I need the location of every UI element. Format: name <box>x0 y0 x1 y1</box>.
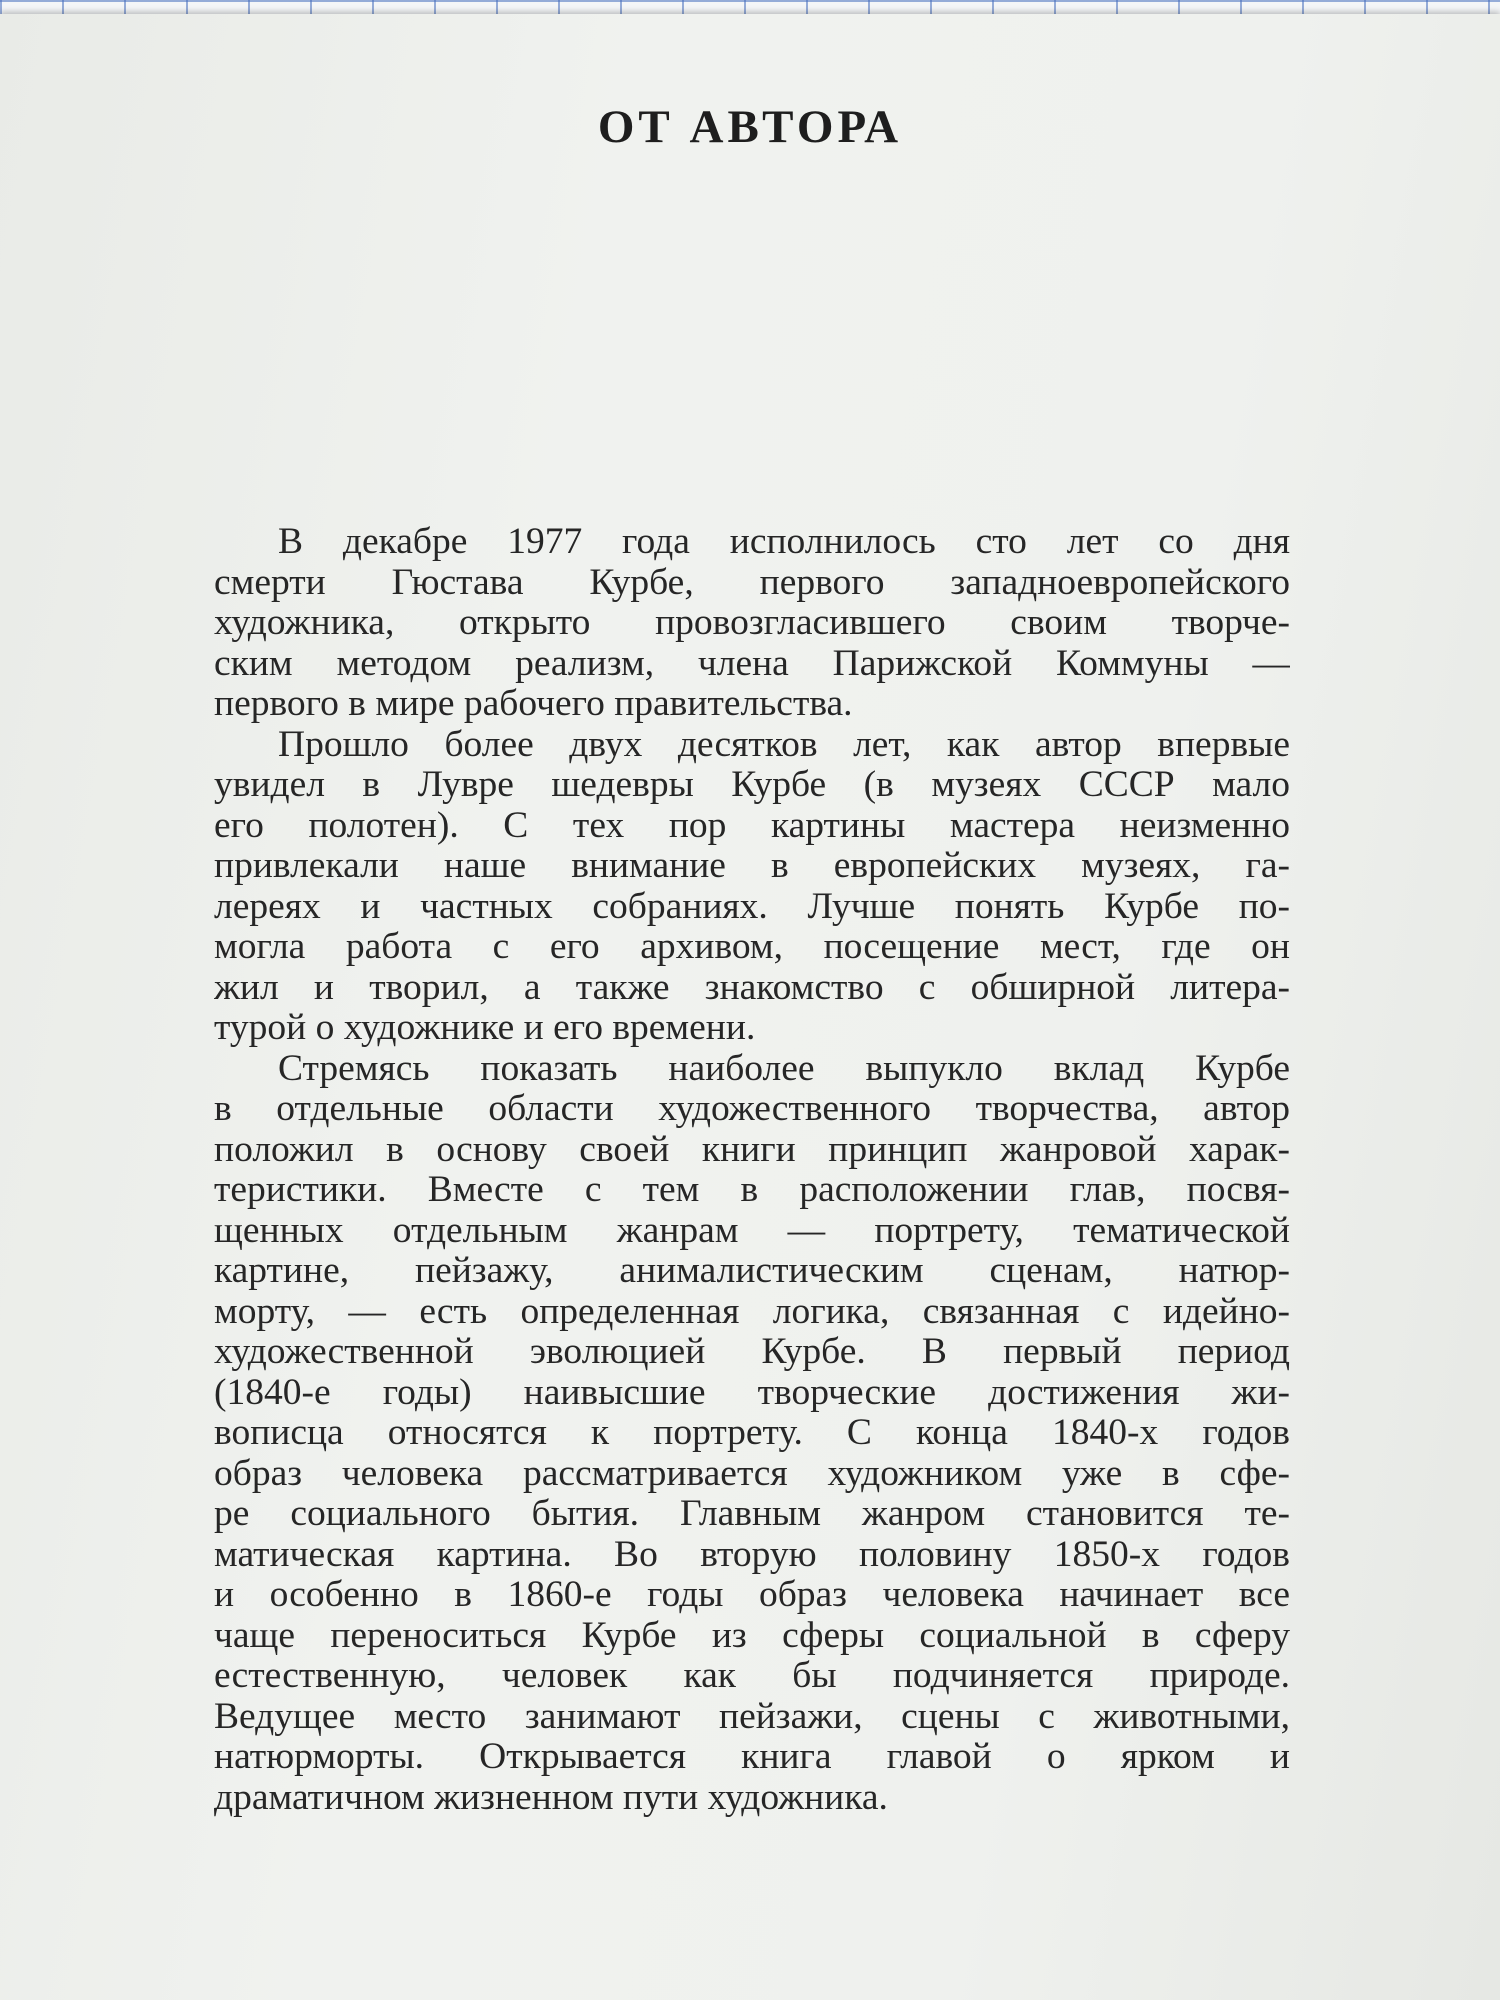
text-line: и особенно в 1860-е годы образ человека начинает все <box>214 1575 1290 1615</box>
text-line: положил в основу своей книги принцип жанровой харак- <box>214 1129 1290 1170</box>
text-line: Стремясь показать наиболее выпукло вклад Курбе <box>278 1048 1290 1089</box>
text-line: смерти Гюстава Курбе, первого западноевропейского <box>214 562 1290 603</box>
text-line: его полотен). С тех пор картины мастера неизменно <box>214 805 1290 846</box>
text-line: натюрморты. Открывается книга главой о ярком и <box>214 1737 1290 1777</box>
paragraph-1 <box>214 522 1290 725</box>
text-line: художественной эволюцией Курбе. В первый период <box>214 1332 1290 1372</box>
text-line: теристики. Вместе с тем в расположении глав, посвя- <box>214 1170 1290 1210</box>
text-line: драматичном жизненном пути художника. <box>214 1777 888 1818</box>
text-line: образ человека рассматривается художником уже в сфе- <box>214 1453 1290 1494</box>
text-line: ре социального бытия. Главным жанром становится те- <box>214 1494 1290 1534</box>
text-line: жил и творил, а также знакомство с обширной литера- <box>214 967 1290 1008</box>
text-line: вописца относятся к портрету. С конца 1840-х годов <box>214 1413 1290 1453</box>
text-line: Прошло более двух десятков лет, как автор впервые <box>278 724 1290 765</box>
text-line: художника, открыто провозгласившего своим творче- <box>214 603 1290 643</box>
paragraph-3 <box>214 1049 1290 1819</box>
text-line: чаще переноситься Курбе из сферы социальной в сферу <box>214 1615 1290 1656</box>
text-line: первого в мире рабочего правительства. <box>214 684 853 724</box>
text-line: ским методом реализм, члена Парижской Коммуны — <box>214 643 1290 684</box>
text-line: увидел в Лувре шедевры Курбе (в музеях СССР мало <box>214 765 1290 805</box>
text-line: естественную, человек как бы подчиняется природе. <box>214 1656 1290 1696</box>
book-page <box>0 14 1500 2000</box>
text-line: щенных отдельным жанрам — портрету, тематической <box>214 1210 1290 1251</box>
text-line: морту, — есть определенная логика, связанная с идейно- <box>214 1291 1290 1332</box>
page-title: ОТ АВТОРА <box>597 101 903 153</box>
paragraph-2 <box>214 725 1290 1049</box>
text-line: могла работа с его архивом, посещение мест, где он <box>214 927 1290 967</box>
text-line: (1840-е годы) наивысшие творческие достижения жи- <box>214 1372 1290 1413</box>
text-line: привлекали наше внимание в европейских музеях, га- <box>214 846 1290 886</box>
text-line: турой о художнике и его времени. <box>214 1008 756 1048</box>
text-line: картине, пейзажу, анималистическим сценам, натюр- <box>214 1251 1290 1291</box>
text-line: В декабре 1977 года исполнилось сто лет со дня <box>278 522 1290 562</box>
text-line: матическая картина. Во вторую половину 1850-х годов <box>214 1534 1290 1575</box>
text-line: Ведущее место занимают пейзажи, сцены с животными, <box>214 1696 1290 1737</box>
text-line: в отдельные области художественного творчества, автор <box>214 1089 1290 1129</box>
text-line: лереях и частных собраниях. Лучше понять Курбе по- <box>214 886 1290 927</box>
body-text <box>214 522 1290 1818</box>
